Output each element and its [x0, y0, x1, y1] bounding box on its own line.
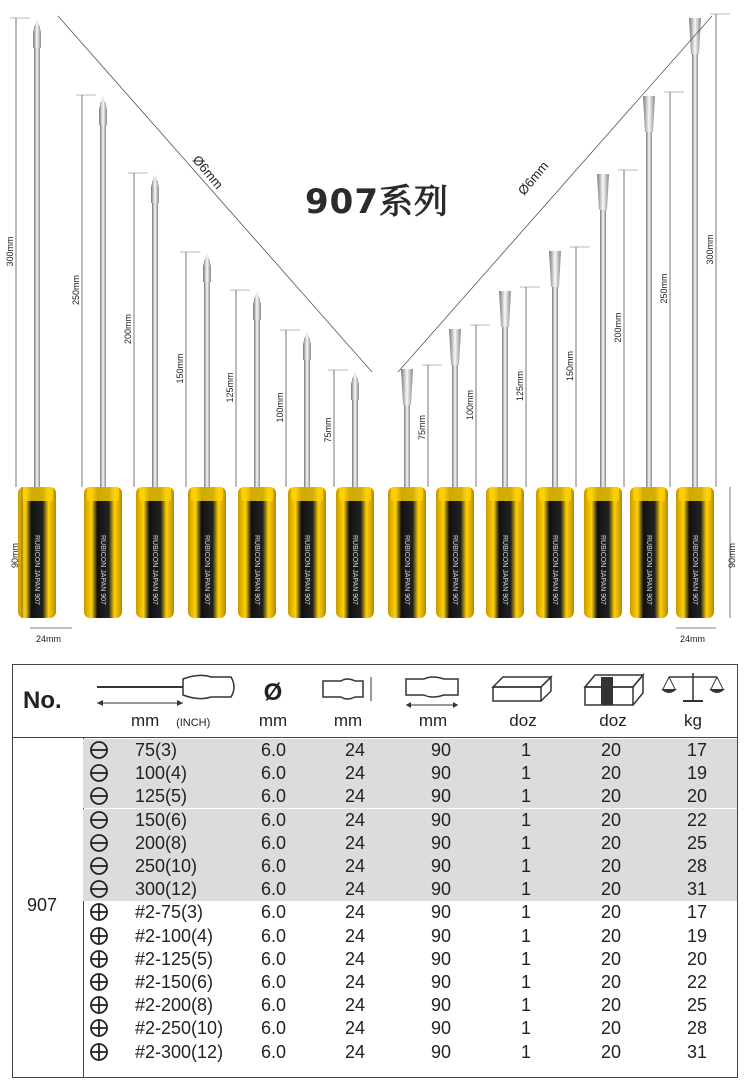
cell-box: 1 — [521, 948, 532, 969]
cell-dia: 6.0 — [261, 948, 287, 969]
cell-dia: 6.0 — [261, 809, 287, 830]
cell-carton: 20 — [601, 786, 622, 807]
cell-width: 24 — [345, 832, 366, 853]
cell-box: 1 — [521, 995, 532, 1016]
handle-length-header — [398, 665, 468, 737]
cell-size: #2-200(8) — [135, 995, 214, 1016]
cell-handle: 90 — [431, 763, 452, 784]
cell-kg: 22 — [687, 809, 708, 830]
cell-carton: 20 — [601, 763, 622, 784]
cell-box: 1 — [521, 786, 532, 807]
handle-height-label-left: 90mm — [10, 542, 20, 568]
handle-cap — [87, 487, 119, 501]
cell-width: 24 — [345, 740, 366, 760]
shaft — [600, 178, 606, 487]
cell-size: #2-75(3) — [135, 902, 204, 923]
diameter-symbol: Ø — [263, 679, 283, 706]
cell-dia: 6.0 — [261, 1041, 287, 1062]
table-header — [13, 665, 737, 738]
cell-handle: 90 — [431, 972, 452, 992]
handle-brand-text: RUBICON JAPAN 907 — [403, 535, 410, 605]
slotted-tip — [643, 96, 655, 132]
handle-brand-text: RUBICON JAPAN 907 — [253, 535, 260, 605]
cell-kg: 22 — [687, 972, 708, 992]
length-unit: mm — [131, 711, 160, 730]
handle-cap — [139, 487, 171, 501]
cell-size: 125(5) — [135, 786, 188, 807]
table-row — [83, 901, 737, 924]
handle-brand-text: RUBICON JAPAN 907 — [33, 535, 40, 605]
cell-kg: 20 — [687, 948, 708, 969]
table-row — [83, 739, 737, 762]
cell-kg: 19 — [687, 925, 708, 946]
scale-icon — [653, 665, 733, 709]
cell-kg: 31 — [687, 1041, 708, 1062]
handle-cap — [241, 487, 273, 501]
cell-carton: 20 — [601, 1041, 622, 1062]
cell-handle: 90 — [431, 740, 452, 760]
spec-table — [12, 664, 738, 1078]
cell-width: 24 — [345, 1018, 366, 1039]
phillips-tip-icon — [88, 1041, 110, 1068]
cell-dia: 6.0 — [261, 972, 287, 992]
shaft — [552, 255, 558, 487]
handle-cap — [489, 487, 521, 501]
length-label: 125mm — [515, 370, 525, 401]
length-header — [91, 665, 241, 737]
shaft — [100, 103, 106, 487]
handle-brand-text: RUBICON JAPAN 907 — [451, 535, 458, 605]
slotted-tip — [549, 251, 561, 287]
shaft — [304, 338, 310, 487]
cell-box: 1 — [521, 972, 532, 992]
cell-handle: 90 — [431, 809, 452, 830]
cell-dia: 6.0 — [261, 740, 287, 760]
slotted-tip — [499, 291, 511, 327]
table-row — [83, 994, 737, 1017]
length-label: 300mm — [705, 234, 715, 265]
handle-width-icon — [313, 665, 383, 709]
cell-handle: 90 — [431, 948, 452, 969]
shaft — [204, 260, 210, 487]
cell-kg: 31 — [687, 879, 708, 900]
phillips-tip — [303, 330, 311, 360]
weight-header — [653, 665, 733, 737]
cell-carton: 20 — [601, 948, 622, 969]
carton-icon — [573, 665, 653, 709]
handle-cap — [587, 487, 619, 501]
cell-kg: 25 — [687, 995, 708, 1016]
cell-width: 24 — [345, 809, 366, 830]
handle-height-label-right: 90mm — [727, 542, 737, 568]
cell-handle: 90 — [431, 1041, 452, 1062]
length-label: 100mm — [275, 392, 285, 423]
table-row — [83, 1017, 737, 1040]
cell-dia: 6.0 — [261, 856, 287, 876]
cell-kg: 28 — [687, 856, 708, 876]
cell-size: #2-250(10) — [135, 1018, 224, 1039]
shaft — [34, 26, 40, 487]
length-label: 150mm — [175, 353, 185, 384]
table-row — [83, 1041, 737, 1064]
cell-carton: 20 — [601, 740, 622, 760]
table-row — [83, 855, 737, 878]
carton-unit: doz — [599, 711, 627, 730]
phillips-tip — [33, 18, 41, 48]
cell-size: 200(8) — [135, 832, 188, 853]
length-label: 150mm — [565, 350, 575, 381]
cell-carton: 20 — [601, 879, 622, 900]
cell-size: #2-100(4) — [135, 925, 214, 946]
table-row — [83, 948, 737, 971]
length-label: 200mm — [613, 312, 623, 343]
handle-cap — [391, 487, 423, 501]
cell-size: 75(3) — [135, 740, 178, 760]
cell-box: 1 — [521, 925, 532, 946]
weight-unit: kg — [684, 711, 702, 730]
handle-cap — [539, 487, 571, 501]
cell-handle: 90 — [431, 856, 452, 876]
cell-width: 24 — [345, 856, 366, 876]
cell-dia: 6.0 — [261, 995, 287, 1016]
cell-carton: 20 — [601, 995, 622, 1016]
cell-size: 300(12) — [135, 879, 198, 900]
length-label: 75mm — [323, 417, 333, 443]
handle-brand-text: RUBICON JAPAN 907 — [501, 535, 508, 605]
diameter-unit: mm — [258, 711, 288, 730]
handle-width-header — [313, 665, 383, 737]
cell-carton: 20 — [601, 925, 622, 946]
table-row — [83, 785, 737, 808]
cell-box: 1 — [521, 1018, 532, 1039]
handle-brand-text: RUBICON JAPAN 907 — [645, 535, 652, 605]
cell-box: 1 — [521, 1041, 532, 1062]
handle-width-label-left: 24mm — [36, 634, 62, 644]
page-title: 907系列 — [305, 182, 449, 222]
handle-cap — [339, 487, 371, 501]
handle-length-icon — [398, 665, 468, 709]
phillips-tip — [203, 252, 211, 282]
cell-width: 24 — [345, 879, 366, 900]
carton-header — [573, 665, 653, 737]
diameter-header — [243, 665, 303, 737]
length-label: 75mm — [417, 414, 427, 440]
length-label: 250mm — [659, 273, 669, 304]
handle-brand-text: RUBICON JAPAN 907 — [691, 535, 698, 605]
cell-carton: 20 — [601, 809, 622, 830]
cell-width: 24 — [345, 995, 366, 1016]
shaft — [152, 181, 158, 487]
handle-cap — [291, 487, 323, 501]
phillips-tip — [351, 370, 359, 400]
cell-box: 1 — [521, 879, 532, 900]
model-number: 907 — [27, 895, 58, 915]
table-row — [83, 878, 737, 901]
cell-box: 1 — [521, 856, 532, 876]
handle-brand-text: RUBICON JAPAN 907 — [303, 535, 310, 605]
box-unit: doz — [509, 711, 537, 730]
phillips-tip — [99, 95, 107, 125]
cell-width: 24 — [345, 972, 366, 992]
handle-brand-text: RUBICON JAPAN 907 — [351, 535, 358, 605]
cell-kg: 19 — [687, 763, 708, 784]
handle-brand-text: RUBICON JAPAN 907 — [99, 535, 106, 605]
cell-box: 1 — [521, 809, 532, 830]
cell-handle: 90 — [431, 902, 452, 923]
cell-kg: 17 — [687, 740, 708, 760]
handle-cap — [633, 487, 665, 501]
handle-length-unit: mm — [418, 711, 448, 730]
shaft — [646, 100, 652, 487]
shaft — [254, 298, 260, 487]
slotted-tip — [401, 369, 413, 405]
cell-handle: 90 — [431, 879, 452, 900]
handle-brand-text: RUBICON JAPAN 907 — [551, 535, 558, 605]
cell-carton: 20 — [601, 902, 622, 923]
cell-size: #2-125(5) — [135, 948, 214, 969]
shaft — [692, 22, 698, 487]
phillips-tip — [253, 290, 261, 320]
cell-dia: 6.0 — [261, 1018, 287, 1039]
length-label: 200mm — [123, 313, 133, 344]
cell-size: #2-150(6) — [135, 972, 214, 992]
cell-size: 150(6) — [135, 809, 188, 830]
cell-width: 24 — [345, 925, 366, 946]
handle-brand-text: RUBICON JAPAN 907 — [599, 535, 606, 605]
handle-brand-text: RUBICON JAPAN 907 — [151, 535, 158, 605]
cell-handle: 90 — [431, 925, 452, 946]
table-row — [83, 832, 737, 855]
table-row — [83, 762, 737, 785]
cell-width: 24 — [345, 763, 366, 784]
handle-width-label-right: 24mm — [680, 634, 706, 644]
length-unit-inch: (INCH) — [176, 717, 211, 729]
length-label: 250mm — [71, 274, 81, 305]
cell-size: 250(10) — [135, 856, 198, 876]
no-header: No. — [23, 687, 62, 714]
table-row — [83, 925, 737, 948]
cell-kg: 28 — [687, 1018, 708, 1039]
cell-width: 24 — [345, 902, 366, 923]
length-label: 125mm — [225, 372, 235, 403]
cell-size: #2-300(12) — [135, 1041, 224, 1062]
slotted-tip — [597, 174, 609, 210]
phillips-tip — [151, 173, 159, 203]
cell-handle: 90 — [431, 1018, 452, 1039]
table-row — [83, 809, 737, 832]
cell-carton: 20 — [601, 1018, 622, 1039]
cell-dia: 6.0 — [261, 763, 287, 784]
cell-width: 24 — [345, 948, 366, 969]
cell-dia: 6.0 — [261, 832, 287, 853]
handle-width-unit: mm — [333, 711, 363, 730]
diameter-label-left: Ø6mm — [189, 152, 227, 192]
box-header — [483, 665, 563, 737]
cell-box: 1 — [521, 902, 532, 923]
slotted-tip — [689, 18, 701, 54]
cell-carton: 20 — [601, 972, 622, 992]
handle-brand-text: RUBICON JAPAN 907 — [203, 535, 210, 605]
cell-box: 1 — [521, 740, 532, 760]
handle-cap — [679, 487, 711, 501]
cell-dia: 6.0 — [261, 879, 287, 900]
cell-dia: 6.0 — [261, 902, 287, 923]
cell-kg: 25 — [687, 832, 708, 853]
cell-kg: 17 — [687, 902, 708, 923]
cell-width: 24 — [345, 1041, 366, 1062]
handle-cap — [439, 487, 471, 501]
screwdriver-length-icon — [91, 665, 241, 709]
cell-dia: 6.0 — [261, 925, 287, 946]
handle-cap — [21, 487, 53, 501]
cell-size: 100(4) — [135, 763, 188, 784]
cell-box: 1 — [521, 832, 532, 853]
cell-width: 24 — [345, 786, 366, 807]
slotted-tip — [449, 329, 461, 365]
cell-handle: 90 — [431, 995, 452, 1016]
cell-carton: 20 — [601, 832, 622, 853]
handle-cap — [191, 487, 223, 501]
length-label: 100mm — [465, 389, 475, 420]
length-label: 300mm — [5, 236, 15, 267]
box-icon — [483, 665, 563, 709]
cell-handle: 90 — [431, 832, 452, 853]
cell-carton: 20 — [601, 856, 622, 876]
cell-box: 1 — [521, 763, 532, 784]
cell-handle: 90 — [431, 786, 452, 807]
diameter-label-right: Ø6mm — [514, 158, 552, 198]
cell-dia: 6.0 — [261, 786, 287, 807]
cell-kg: 20 — [687, 786, 708, 807]
table-row — [83, 971, 737, 994]
